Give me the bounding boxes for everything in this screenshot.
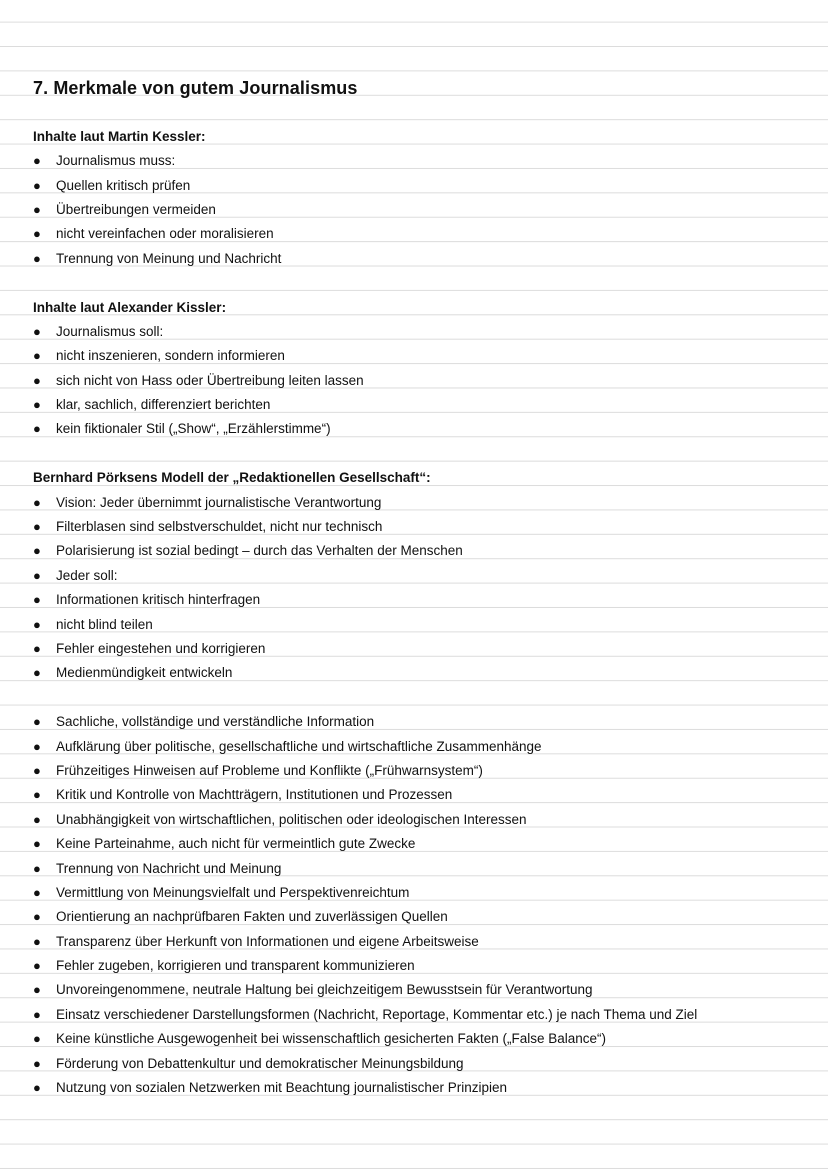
list-item <box>33 174 813 198</box>
bullet-icon: ● <box>33 494 41 510</box>
list-item <box>33 930 813 954</box>
bullet-icon: ● <box>33 1031 41 1047</box>
section <box>33 442 813 686</box>
list-item-text: Journalismus muss: <box>56 153 176 169</box>
list-item <box>33 808 813 832</box>
list-item <box>33 393 813 417</box>
list-item-text: Aufklärung über politische, gesellschaftliche und wirtschaftliche Zusammenhänge <box>56 738 542 754</box>
list-item-text: kein fiktionaler Stil („Show“, „Erzählerstimme“) <box>56 421 331 437</box>
bullet-icon: ● <box>33 153 41 169</box>
list-item <box>33 1027 813 1051</box>
list-item-text: Förderung von Debattenkultur und demokratischer Meinungsbildung <box>56 1055 464 1071</box>
section-heading: Inhalte laut Martin Kessler: <box>33 128 206 144</box>
list-item <box>33 320 813 344</box>
list-item-text: Informationen kritisch hinterfragen <box>56 592 261 608</box>
list-item-text: Jeder soll: <box>56 567 118 583</box>
bullet-icon: ● <box>33 665 41 681</box>
bullet-icon: ● <box>33 201 41 217</box>
list-item-text: Vision: Jeder übernimmt journalistische Verantwortung <box>56 494 382 510</box>
list-item-text: nicht inszenieren, sondern informieren <box>56 348 285 364</box>
bullet-icon: ● <box>33 738 41 754</box>
list-item-text: sich nicht von Hass oder Übertreibung leiten lassen <box>56 372 364 388</box>
bullet-list <box>33 491 813 686</box>
bullet-icon: ● <box>33 860 41 876</box>
list-item-text: Transparenz über Herkunft von Informationen und eigene Arbeitsweise <box>56 933 479 949</box>
bullet-icon: ● <box>33 348 41 364</box>
list-item <box>33 783 813 807</box>
list-item-text: Fehler zugeben, korrigieren und transparent kommunizieren <box>56 958 415 974</box>
bullet-icon: ● <box>33 640 41 656</box>
bullet-icon: ● <box>33 982 41 998</box>
list-item-text: Filterblasen sind selbstverschuldet, nicht nur technisch <box>56 519 383 535</box>
bullet-icon: ● <box>33 592 41 608</box>
list-item <box>33 417 813 441</box>
list-item-text: Polarisierung ist sozial bedingt – durch das Verhalten der Menschen <box>56 543 463 559</box>
bullet-icon: ● <box>33 250 41 266</box>
bullet-icon: ● <box>33 811 41 827</box>
sections-container <box>33 125 813 1101</box>
list-item <box>33 588 813 612</box>
bullet-icon: ● <box>33 1080 41 1096</box>
bullet-icon: ● <box>33 714 41 730</box>
list-item <box>33 759 813 783</box>
list-item <box>33 710 813 734</box>
bullet-icon: ● <box>33 226 41 242</box>
bullet-icon: ● <box>33 616 41 632</box>
list-item <box>33 515 813 539</box>
list-item <box>33 978 813 1002</box>
section <box>33 125 813 271</box>
list-item-text: Vermittlung von Meinungsvielfalt und Perspektivenreichtum <box>56 884 410 900</box>
list-item-text: Trennung von Nachricht und Meinung <box>56 860 282 876</box>
list-item <box>33 613 813 637</box>
list-item <box>33 881 813 905</box>
section-spacer <box>33 686 813 710</box>
list-item-text: Kritik und Kontrolle von Machtträgern, Institutionen und Prozessen <box>56 787 453 803</box>
list-item <box>33 661 813 685</box>
bullet-icon: ● <box>33 323 41 339</box>
list-item-text: Journalismus soll: <box>56 323 164 339</box>
list-item <box>33 832 813 856</box>
section-heading: Inhalte laut Alexander Kissler: <box>33 299 227 315</box>
list-item-text: klar, sachlich, differenziert berichten <box>56 397 271 413</box>
page-title: 7. Merkmale von gutem Journalismus <box>33 78 358 98</box>
list-item-text: nicht blind teilen <box>56 616 153 632</box>
list-item-text: Einsatz verschiedener Darstellungsformen (Nachricht, Reportage, Kommentar etc.) je nach Thema und Ziel <box>56 1006 698 1022</box>
bullet-list <box>33 710 813 1100</box>
list-item <box>33 637 813 661</box>
bullet-icon: ● <box>33 836 41 852</box>
bullet-icon: ● <box>33 884 41 900</box>
bullet-icon: ● <box>33 421 41 437</box>
bullet-icon: ● <box>33 1006 41 1022</box>
bullet-icon: ● <box>33 397 41 413</box>
bullet-icon: ● <box>33 933 41 949</box>
bullet-icon: ● <box>33 519 41 535</box>
list-item <box>33 1076 813 1100</box>
list-item-text: nicht vereinfachen oder moralisieren <box>56 226 274 242</box>
bullet-icon: ● <box>33 762 41 778</box>
list-item-text: Keine Parteinahme, auch nicht für vermeintlich gute Zwecke <box>56 836 416 852</box>
list-item <box>33 198 813 222</box>
bullet-icon: ● <box>33 787 41 803</box>
list-item-text: Orientierung an nachprüfbaren Fakten und zuverlässigen Quellen <box>56 909 448 925</box>
section-heading: Bernhard Pörksens Modell der „Redaktionellen Gesellschaft“: <box>33 470 431 486</box>
list-item <box>33 1052 813 1076</box>
list-item-text: Unvoreingenommene, neutrale Haltung bei gleichzeitigem Bewusstsein für Verantwortung <box>56 982 593 998</box>
bullet-icon: ● <box>33 177 41 193</box>
list-item <box>33 491 813 515</box>
list-item-text: Übertreibungen vermeiden <box>56 201 216 217</box>
section <box>33 686 813 1101</box>
list-item-text: Nutzung von sozialen Netzwerken mit Beachtung journalistischer Prinzipien <box>56 1080 507 1096</box>
bullet-icon: ● <box>33 567 41 583</box>
bullet-icon: ● <box>33 1055 41 1071</box>
list-item <box>33 344 813 368</box>
list-item-text: Medienmündigkeit entwickeln <box>56 665 233 681</box>
list-item-text: Frühzeitiges Hinweisen auf Probleme und Konflikte („Frühwarnsystem“) <box>56 762 483 778</box>
list-item <box>33 247 813 271</box>
bullet-list <box>33 320 813 442</box>
list-item <box>33 954 813 978</box>
list-item <box>33 369 813 393</box>
list-item <box>33 222 813 246</box>
list-item-text: Unabhängigkeit von wirtschaftlichen, politischen oder ideologischen Interessen <box>56 811 527 827</box>
section-spacer <box>33 271 813 295</box>
list-item-text: Keine künstliche Ausgewogenheit bei wissenschaftlich gesicherten Fakten („False Balance“) <box>56 1031 607 1047</box>
list-item <box>33 539 813 563</box>
list-item <box>33 149 813 173</box>
list-item <box>33 857 813 881</box>
list-item-text: Sachliche, vollständige und verständliche Information <box>56 714 375 730</box>
bullet-icon: ● <box>33 543 41 559</box>
bullet-list <box>33 149 813 271</box>
section-spacer <box>33 442 813 466</box>
bullet-icon: ● <box>33 958 41 974</box>
list-item-text: Quellen kritisch prüfen <box>56 177 191 193</box>
list-item-text: Trennung von Meinung und Nachricht <box>56 250 282 266</box>
list-item <box>33 564 813 588</box>
list-item <box>33 1003 813 1027</box>
document-content <box>33 76 813 1100</box>
list-item <box>33 905 813 929</box>
bullet-icon: ● <box>33 909 41 925</box>
list-item <box>33 735 813 759</box>
section <box>33 271 813 442</box>
list-item-text: Fehler eingestehen und korrigieren <box>56 640 266 656</box>
bullet-icon: ● <box>33 372 41 388</box>
